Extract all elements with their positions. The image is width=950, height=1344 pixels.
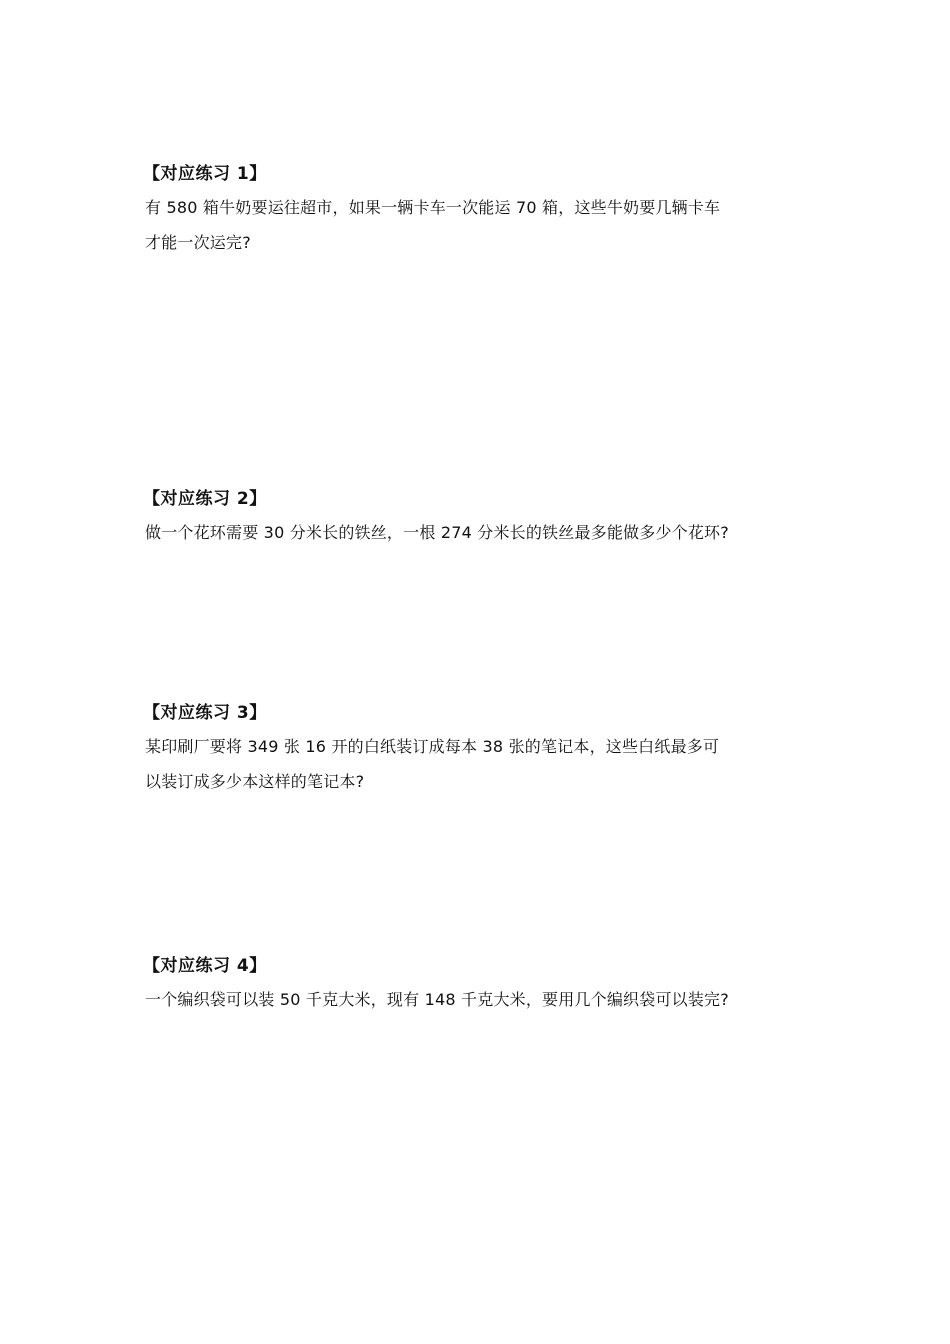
exercise-text-line: 做一个花环需要 30 分米长的铁丝，一根 274 分米长的铁丝最多能做多少个花环? [145,523,729,542]
exercise-title: 【对应练习 1】 [143,164,267,184]
exercise-4 [145,954,825,1017]
exercise-text-line: 某印刷厂要将 349 张 16 开的白纸装订成每本 38 张的笔记本，这些白纸最多可 [145,737,720,756]
exercise-text-line: 一个编织袋可以装 50 千克大米，现有 148 千克大米，要用几个编织袋可以装完? [145,990,729,1009]
exercise-3 [145,701,825,799]
exercise-title: 【对应练习 2】 [143,489,267,509]
exercise-1 [145,162,825,260]
exercise-text-line: 以装订成多少本这样的笔记本? [145,772,365,791]
exercise-text-line: 有 580 箱牛奶要运往超市，如果一辆卡车一次能运 70 箱，这些牛奶要几辆卡车 [145,198,721,217]
exercise-2 [145,487,825,550]
exercise-text-line: 才能一次运完? [145,233,251,252]
exercise-title: 【对应练习 3】 [143,703,267,723]
exercise-title: 【对应练习 4】 [143,956,267,976]
